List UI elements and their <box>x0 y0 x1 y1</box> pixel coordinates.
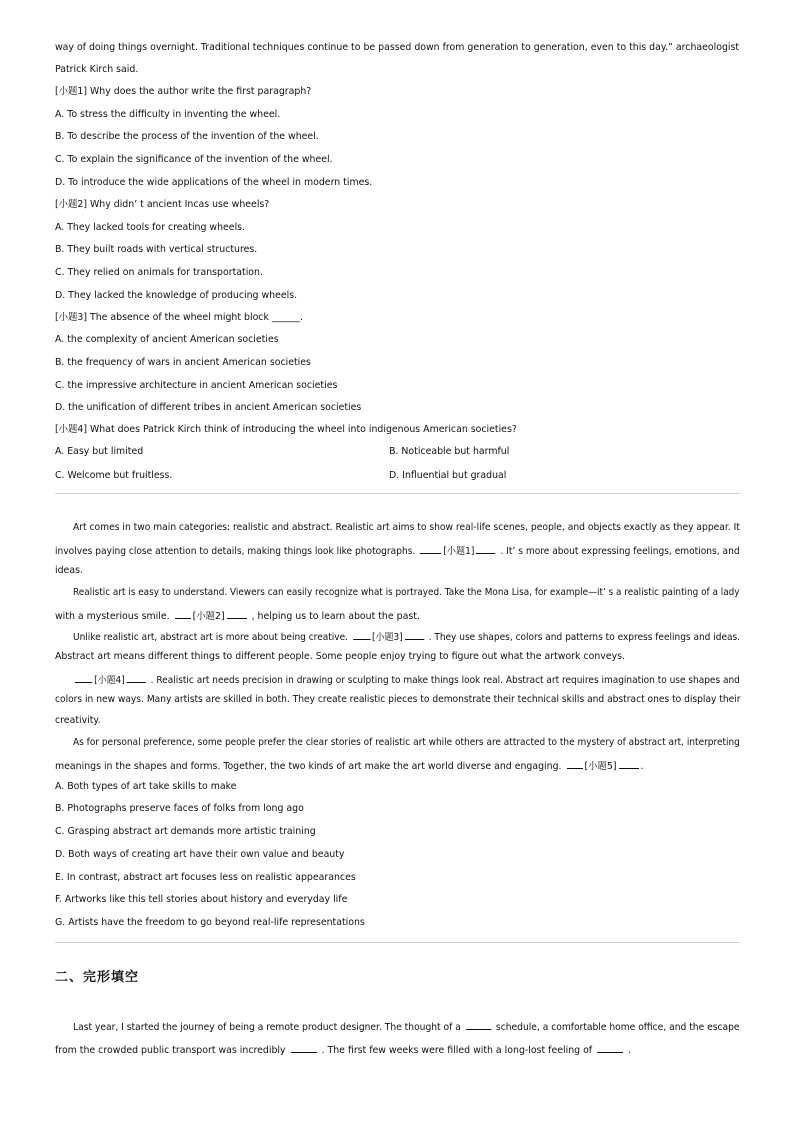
question-stem: [小题4] What does Patrick Kirch think of introducing the wheel into indigenous American societies? <box>55 424 517 435</box>
passage-text: . They use shapes, colors and patterns to express feelings and ideas. <box>428 632 741 643</box>
passage-text: Unlike realistic art, abstract art is more about being creative. <box>73 632 348 643</box>
passage-text: Last year, I started the journey of being a remote product designer. The thought of a <box>73 1022 461 1033</box>
question-option: B. They built roads with vertical structures. <box>55 244 258 255</box>
passage-text: from the crowded public transport was incredibly <box>55 1045 286 1056</box>
passage-line: ideas. <box>55 565 83 576</box>
answer-blank[interactable] <box>353 630 370 640</box>
passage-text: with a mysterious smile. <box>55 611 170 622</box>
passage-line <box>55 1043 631 1057</box>
divider <box>55 942 740 943</box>
passage-text: meanings in the shapes and forms. Together, the two kinds of art make the art world diverse and engaging. <box>55 761 562 772</box>
choice-option: D. Both ways of creating art have their own value and beauty <box>55 849 345 860</box>
blank-label: [小题1] <box>443 546 475 557</box>
answer-blank[interactable] <box>597 1043 623 1053</box>
blank-label: [小题4] <box>94 675 125 686</box>
passage-line: Art comes in two main categories: realistic and abstract. Realistic art aims to show real-life scenes, people, and objects exactly as they appear. It <box>73 522 740 533</box>
passage-line: As for personal preference, some people prefer the clear stories of realistic art while others are attracted to the mystery of abstract art, interpreting <box>73 737 740 748</box>
passage-line <box>55 544 740 558</box>
question-option: C. They relied on animals for transportation. <box>55 267 263 278</box>
section-heading: 二、完形填空 <box>55 970 140 985</box>
passage-line: Patrick Kirch said. <box>55 64 139 75</box>
passage-line <box>73 1020 740 1034</box>
question-option: C. the impressive architecture in ancient American societies <box>55 380 338 391</box>
question-stem: [小题1] Why does the author write the first paragraph? <box>55 86 312 97</box>
choice-option: G. Artists have the freedom to go beyond real-life representations <box>55 917 365 928</box>
question-stem: [小题3] The absence of the wheel might block ______. <box>55 312 303 323</box>
passage-text: . Realistic art needs precision in drawing or sculpting to make things look real. Abstract art requires imagination to use shapes and <box>150 675 740 686</box>
passage-text: . The first few weeks were filled with a long-lost feeling of <box>321 1045 593 1056</box>
answer-blank[interactable] <box>420 544 441 554</box>
passage-line: way of doing things overnight. Traditional techniques continue to be passed down from generation to generation, even to this day.” archaeologist <box>55 42 740 53</box>
passage-text: . <box>628 1045 632 1056</box>
choice-option: E. In contrast, abstract art focuses less on realistic appearances <box>55 872 356 883</box>
question-option: B. To describe the process of the invention of the wheel. <box>55 131 319 142</box>
answer-blank[interactable] <box>175 609 191 619</box>
divider <box>55 493 740 494</box>
passage-line: Realistic art is easy to understand. Viewers can easily recognize what is portrayed. Take the Mona Lisa, for example—it’ s a realistic painting of a lady <box>73 587 740 598</box>
choice-option: C. Grasping abstract art demands more artistic training <box>55 826 316 837</box>
question-option: B. Noticeable but harmful <box>389 446 510 457</box>
answer-blank[interactable] <box>466 1020 491 1030</box>
passage-text: . <box>640 761 644 772</box>
passage-line <box>73 673 740 687</box>
answer-blank[interactable] <box>567 759 583 769</box>
question-option: D. Influential but gradual <box>389 470 507 481</box>
blank-label: [小题3] <box>371 632 403 643</box>
passage-text: . It’ s more about expressing feelings, emotions, and <box>500 546 740 557</box>
choice-option: B. Photographs preserve faces of folks from long ago <box>55 803 304 814</box>
answer-blank[interactable] <box>476 544 495 554</box>
choice-option: A. Both types of art take skills to make <box>55 781 237 792</box>
question-option: D. To introduce the wide applications of the wheel in modern times. <box>55 177 373 188</box>
passage-line <box>55 609 420 623</box>
blank-label: [小题2] <box>192 611 225 622</box>
question-option: D. They lacked the knowledge of producing wheels. <box>55 290 298 301</box>
answer-blank[interactable] <box>405 630 424 640</box>
passage-line: colors in new ways. Many artists are skilled in both. They create realistic pieces to demonstrate their technical skills and abstract ones to display their <box>55 694 741 705</box>
passage-line: creativity. <box>55 715 101 726</box>
passage-line <box>55 759 644 773</box>
question-option: A. They lacked tools for creating wheels. <box>55 222 246 233</box>
question-option: A. To stress the difficulty in inventing the wheel. <box>55 109 281 120</box>
answer-blank[interactable] <box>291 1043 317 1053</box>
question-stem: [小题2] Why didn’ t ancient Incas use wheels? <box>55 199 270 210</box>
answer-blank[interactable] <box>127 673 146 683</box>
question-option: C. To explain the significance of the invention of the wheel. <box>55 154 333 165</box>
passage-text: , helping us to learn about the past. <box>251 611 420 622</box>
answer-blank[interactable] <box>227 609 247 619</box>
question-option: C. Welcome but fruitless. <box>55 470 173 481</box>
question-option: D. the unification of different tribes in ancient American societies <box>55 402 362 413</box>
blank-label: [小题5] <box>584 761 617 772</box>
passage-text: schedule, a comfortable home office, and the escape <box>495 1022 740 1033</box>
question-option: A. Easy but limited <box>55 446 144 457</box>
answer-blank[interactable] <box>619 759 639 769</box>
passage-line <box>73 630 740 644</box>
answer-blank[interactable] <box>75 673 92 683</box>
question-option: A. the complexity of ancient American societies <box>55 334 279 345</box>
question-option: B. the frequency of wars in ancient American societies <box>55 357 311 368</box>
passage-text: involves paying close attention to details, making things look like photographs. <box>55 546 416 557</box>
choice-option: F. Artworks like this tell stories about history and everyday life <box>55 894 348 905</box>
passage-line: Abstract art means different things to different people. Some people enjoy trying to figure out what the artwork conveys. <box>55 651 625 662</box>
